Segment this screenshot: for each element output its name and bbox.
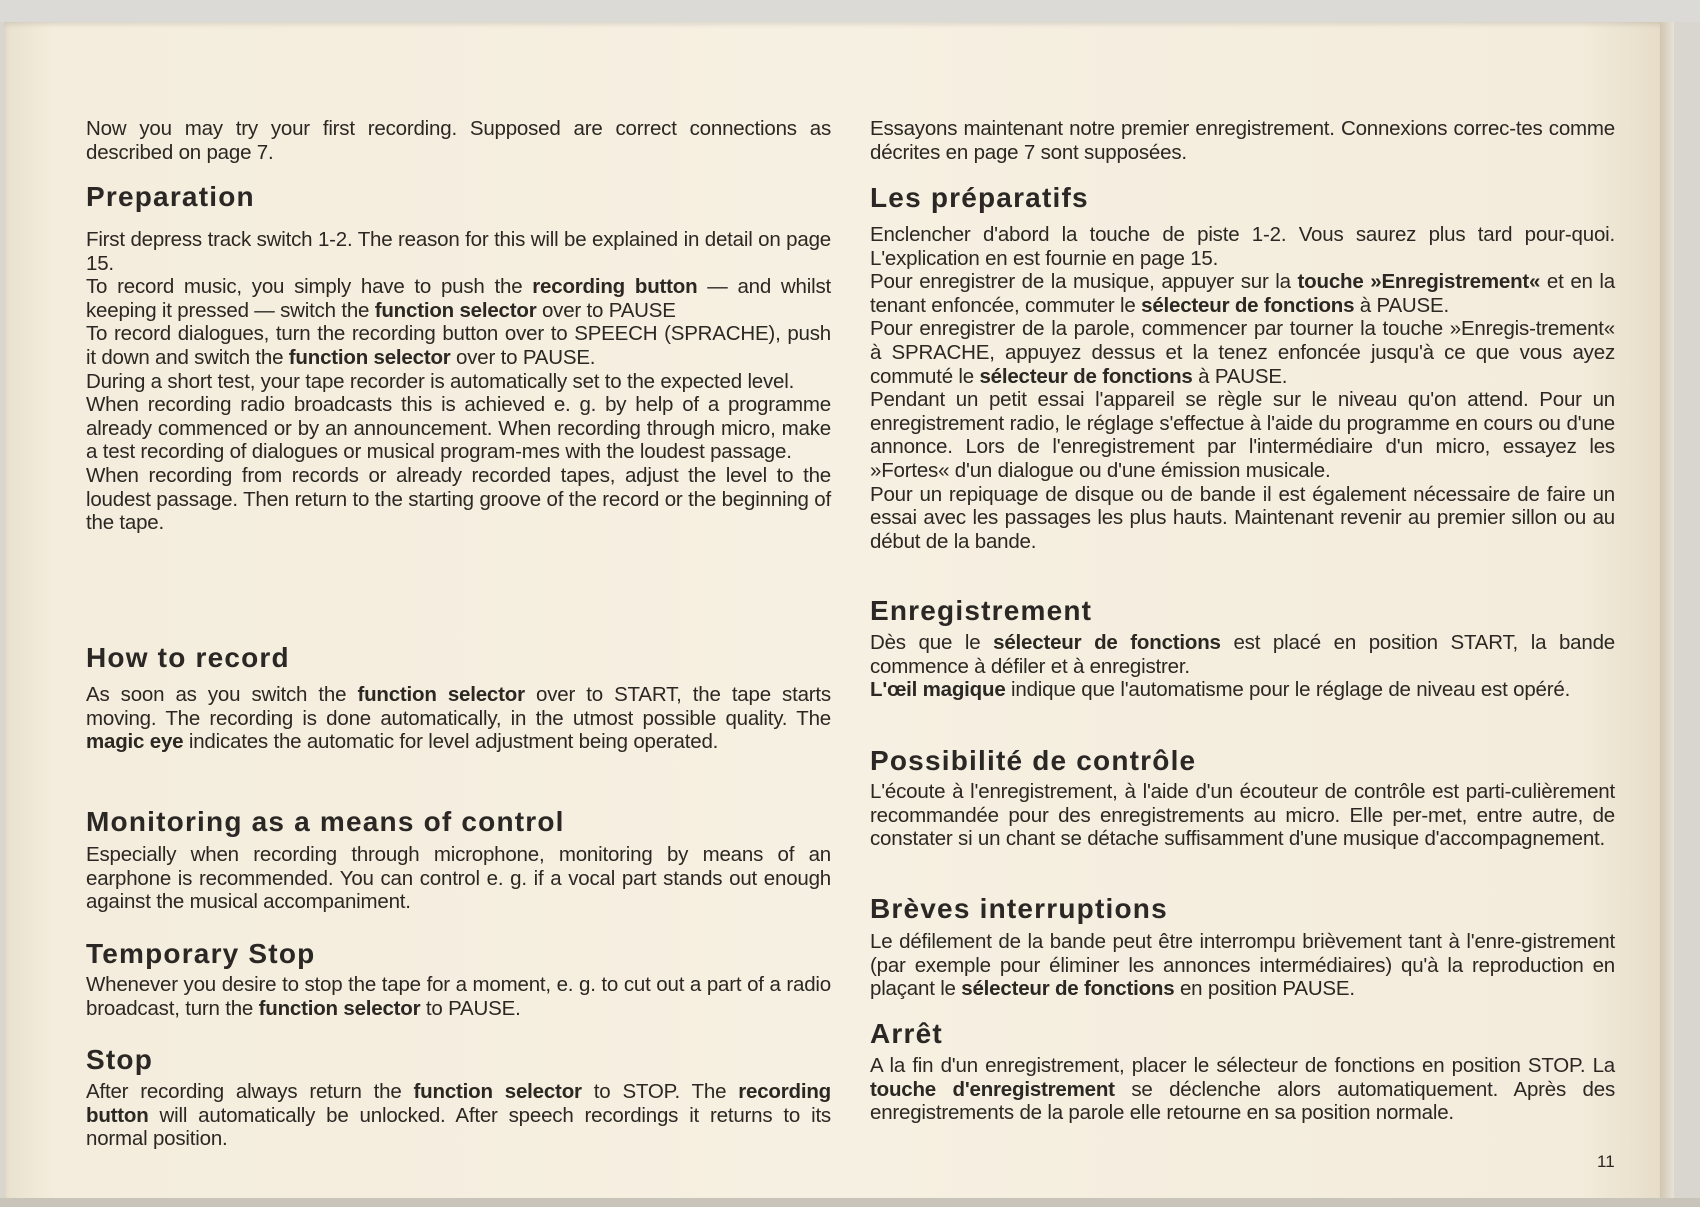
scan-bottom-edge: [0, 1198, 1700, 1207]
paragraph: [86, 117, 831, 164]
text-run: à PAUSE.: [1192, 364, 1288, 388]
text-run: over to START, the tape starts moving. The recording is done automatically, in the utmost possible quality. The: [86, 683, 831, 730]
paragraph: [86, 322, 831, 369]
bold-term: touche »Enregistrement«: [1297, 270, 1541, 294]
paragraph: [86, 683, 831, 754]
section-heading: Les préparatifs: [870, 182, 1089, 213]
bold-term: function selector: [413, 1080, 582, 1103]
text-run: en position PAUSE.: [1174, 977, 1355, 1001]
text-run: A la fin d'un enregistrement, placer le sélecteur de fonctions en position STOP. La: [870, 1054, 1615, 1077]
section-body: [870, 631, 1615, 702]
paragraph: [870, 780, 1615, 851]
paragraph: [870, 388, 1615, 482]
section-heading: Brèves interruptions: [870, 893, 1168, 924]
paragraph: [86, 228, 831, 275]
text-run: se déclenche alors automatiquement. Après des enregistrements de la parole elle retourne en sa position normale.: [870, 1077, 1615, 1125]
text-run: Dès que le: [870, 631, 994, 654]
paragraph: [870, 317, 1615, 388]
text-run: will automatically be unlocked. After speech recordings it returns to its normal position.: [86, 1103, 831, 1151]
text-run: — and whilst keeping it pressed — switch the: [86, 275, 831, 322]
bold-term: sélecteur de fonctions: [993, 631, 1221, 654]
page-fold: [1660, 22, 1674, 1200]
bold-term: sélecteur de fonctions: [961, 977, 1175, 1001]
section-heading: Preparation: [86, 181, 255, 212]
bold-term: magic eye: [86, 730, 184, 754]
text-run: indicates the automatic for level adjustment being operated.: [183, 730, 719, 754]
paragraph: [86, 843, 831, 914]
text-run: Pour un repiquage de disque ou de bande il est également nécessaire de faire un essai avec les passages les plus hauts. Maintenant revenir au premier sillon ou au début de la bande.: [870, 482, 1615, 553]
text-run: to STOP. The: [581, 1080, 739, 1103]
section-body: [870, 1054, 1615, 1125]
paragraph: [86, 1080, 831, 1151]
bold-term: function selector: [258, 996, 421, 1020]
paragraph: [870, 117, 1615, 164]
text-run: Pendant un petit essai l'appareil se règle sur le niveau qu'on attend. Pour un enregistrement radio, le réglage s'effectue à l'aide du programme en cours ou d'une annonce. Lors de l'enregistrement par l'intermédiaire d'un micro, essayez les »Fortes« d'un dialogue ou d'une émission musicale.: [870, 388, 1615, 482]
paragraph: [870, 930, 1615, 1001]
text-run: over to PAUSE.: [450, 345, 596, 369]
section-heading: Monitoring as a means of control: [86, 806, 565, 837]
section-body: [86, 1080, 831, 1151]
text-run: Especially when recording through microphone, monitoring by means of an earphone is recommended. You can control e. g. if a vocal part stands out enough against the musical accompaniment.: [86, 843, 831, 914]
section-heading: How to record: [86, 642, 290, 673]
section-body: [86, 973, 831, 1020]
section-body: [870, 780, 1615, 851]
section-heading: Possibilité de contrôle: [870, 745, 1197, 776]
section-heading: Temporary Stop: [86, 938, 316, 969]
text-run: Pour enregistrer de la parole, commencer par tourner la touche »Enregis-trement« à SPRACHE, appuyez dessus et la tenez enfoncée jusqu'à ce que vous ayez commuté le: [870, 317, 1615, 388]
text-run: To record dialogues, turn the recording button over to SPEECH (SPRACHE), push it down and switch the: [86, 322, 831, 369]
text-run: During a short test, your tape recorder is automatically set to the expected level.: [86, 369, 795, 393]
text-run: est placé en position START, la bande commence à défiler et à enregistrer.: [870, 631, 1615, 678]
bold-term: sélecteur de fonctions: [1141, 293, 1355, 317]
scan-top-edge: [0, 0, 1700, 22]
paragraph: [870, 1054, 1615, 1125]
section-heading: Arrêt: [870, 1018, 943, 1049]
paragraph: [870, 270, 1615, 317]
paragraph: [870, 631, 1615, 678]
paragraph: [86, 275, 831, 322]
section-body: [870, 223, 1615, 553]
text-run: Essayons maintenant notre premier enregistrement. Connexions correc-tes comme décrites en page 7 sont supposées.: [870, 117, 1615, 164]
paragraph: [870, 483, 1615, 554]
text-run: à PAUSE.: [1354, 293, 1449, 317]
bold-term: recording button: [86, 1080, 831, 1127]
paragraph: [86, 973, 831, 1020]
paragraph: [86, 464, 831, 535]
bold-term: recording button: [532, 275, 698, 299]
page-number: 11: [1597, 1152, 1615, 1171]
section-body: [86, 683, 831, 754]
left-intro: [86, 117, 831, 164]
text-run: After recording always return the: [86, 1080, 414, 1103]
text-run: Whenever you desire to stop the tape for a moment, e. g. to cut out a part of a radio broadcast, turn the: [86, 973, 831, 1020]
bold-term: function selector: [357, 683, 525, 706]
text-run: Le défilement de la bande peut être interrompu brièvement tant à l'enre-gistrement (par exemple pour éliminer les annonces intermédiaires) qu'à la reproduction en plaçant le: [870, 930, 1615, 1001]
bold-term: L'œil magique: [870, 678, 1006, 702]
right-intro: [870, 117, 1615, 164]
text-run: indique que l'automatisme pour le réglage de niveau est opéré.: [1005, 678, 1571, 702]
paragraph: [86, 393, 831, 464]
section-body: [86, 228, 831, 535]
bold-term: function selector: [374, 298, 537, 322]
text-run: When recording from records or already recorded tapes, adjust the level to the loudest passage. Then return to the starting groove of the record or the beginning of the tape.: [86, 463, 831, 535]
text-run: Now you may try your first recording. Supposed are correct connections as described on page 7.: [86, 117, 831, 164]
text-run: When recording radio broadcasts this is achieved e. g. by help of a programme already commenced or by an announcement. When recording through micro, make a test recording of dialogues or musical program-mes with the loudest passage.: [86, 393, 831, 464]
bold-term: touche d'enregistrement: [870, 1077, 1115, 1101]
section-body: [86, 843, 831, 914]
text-run: As soon as you switch the: [86, 683, 358, 706]
text-run: Pour enregistrer de la musique, appuyer sur la: [870, 270, 1298, 294]
section-body: [870, 930, 1615, 1001]
bold-term: sélecteur de fonctions: [979, 364, 1193, 388]
text-run: over to PAUSE: [536, 298, 676, 322]
paragraph: [86, 370, 831, 394]
section-heading: Stop: [86, 1044, 154, 1075]
text-run: to PAUSE.: [420, 996, 521, 1020]
text-run: To record music, you simply have to push the: [86, 275, 533, 299]
text-run: L'écoute à l'enregistrement, à l'aide d'un écouteur de contrôle est parti-culièrement recommandée pour des enregistrements au micro. Elle per-met, entre autre, de constater si un chant se détache suffisamment d'une musique d'accompagnement.: [870, 780, 1615, 851]
text-run: First depress track switch 1-2. The reason for this will be explained in detail on page 15.: [86, 228, 831, 275]
bold-term: function selector: [288, 345, 451, 369]
paragraph: [870, 223, 1615, 270]
paragraph: [870, 678, 1615, 702]
text-run: et en la tenant enfoncée, commuter le: [870, 270, 1615, 317]
text-run: Enclencher d'abord la touche de piste 1-2. Vous saurez plus tard pour-quoi. L'explication en est fournie en page 15.: [870, 223, 1615, 270]
section-heading: Enregistrement: [870, 595, 1093, 626]
